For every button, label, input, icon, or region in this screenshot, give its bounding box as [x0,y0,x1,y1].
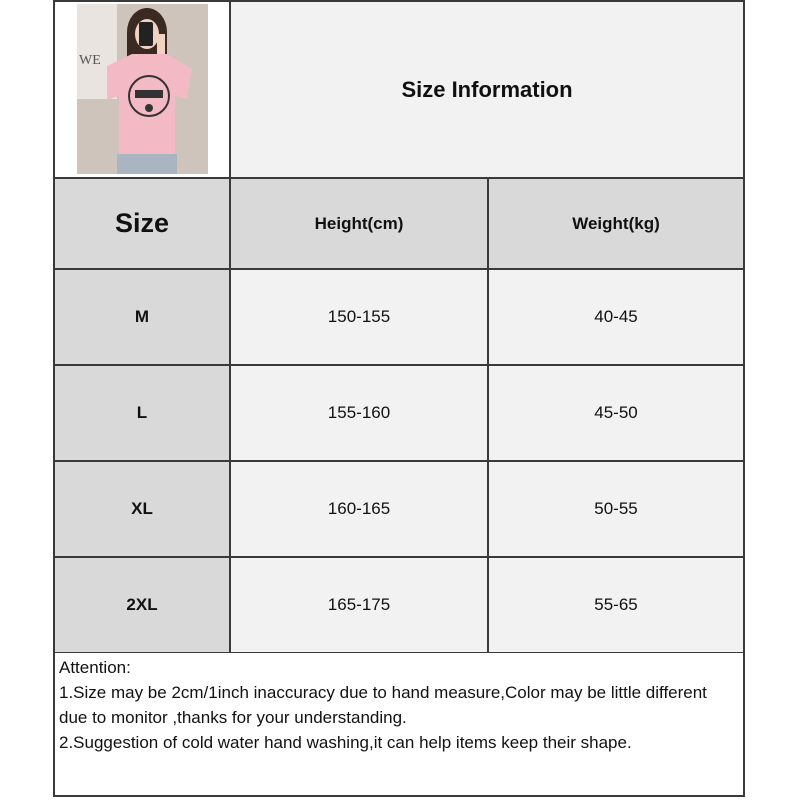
column-header-weight: Weight(kg) [489,179,743,268]
photo-cell [55,2,231,177]
table-row [55,462,743,558]
column-header-height: Height(cm) [231,179,489,268]
notes-heading: Attention: [59,658,131,677]
size-table [55,177,743,654]
column-header-size: Size [55,179,231,268]
svg-text:WE: WE [79,53,101,68]
size-chart [53,0,745,797]
weight-cell: 45-50 [489,366,743,460]
table-row [55,366,743,462]
height-cell: 155-160 [231,366,489,460]
model-image-icon [77,4,208,174]
height-cell: 165-175 [231,558,489,652]
size-cell: XL [55,462,231,556]
attention-notes [55,653,743,795]
product-photo [77,4,208,174]
height-cell: 150-155 [231,270,489,364]
size-cell: M [55,270,231,364]
chart-title: Size Information [401,76,573,102]
weight-cell: 55-65 [489,558,743,652]
table-row [55,270,743,366]
size-cell: L [55,366,231,460]
weight-cell: 50-55 [489,462,743,556]
table-row [55,558,743,654]
notes-line-1: 1.Size may be 2cm/1inch inaccuracy due to hand measure,Color may be little different due to monitor ,thanks for your understanding. [59,683,707,727]
height-cell: 160-165 [231,462,489,556]
title-cell [231,2,743,177]
table-header-row [55,179,743,270]
size-cell: 2XL [55,558,231,652]
weight-cell: 40-45 [489,270,743,364]
notes-line-2: 2.Suggestion of cold water hand washing,it can help items keep their shape. [59,733,632,752]
